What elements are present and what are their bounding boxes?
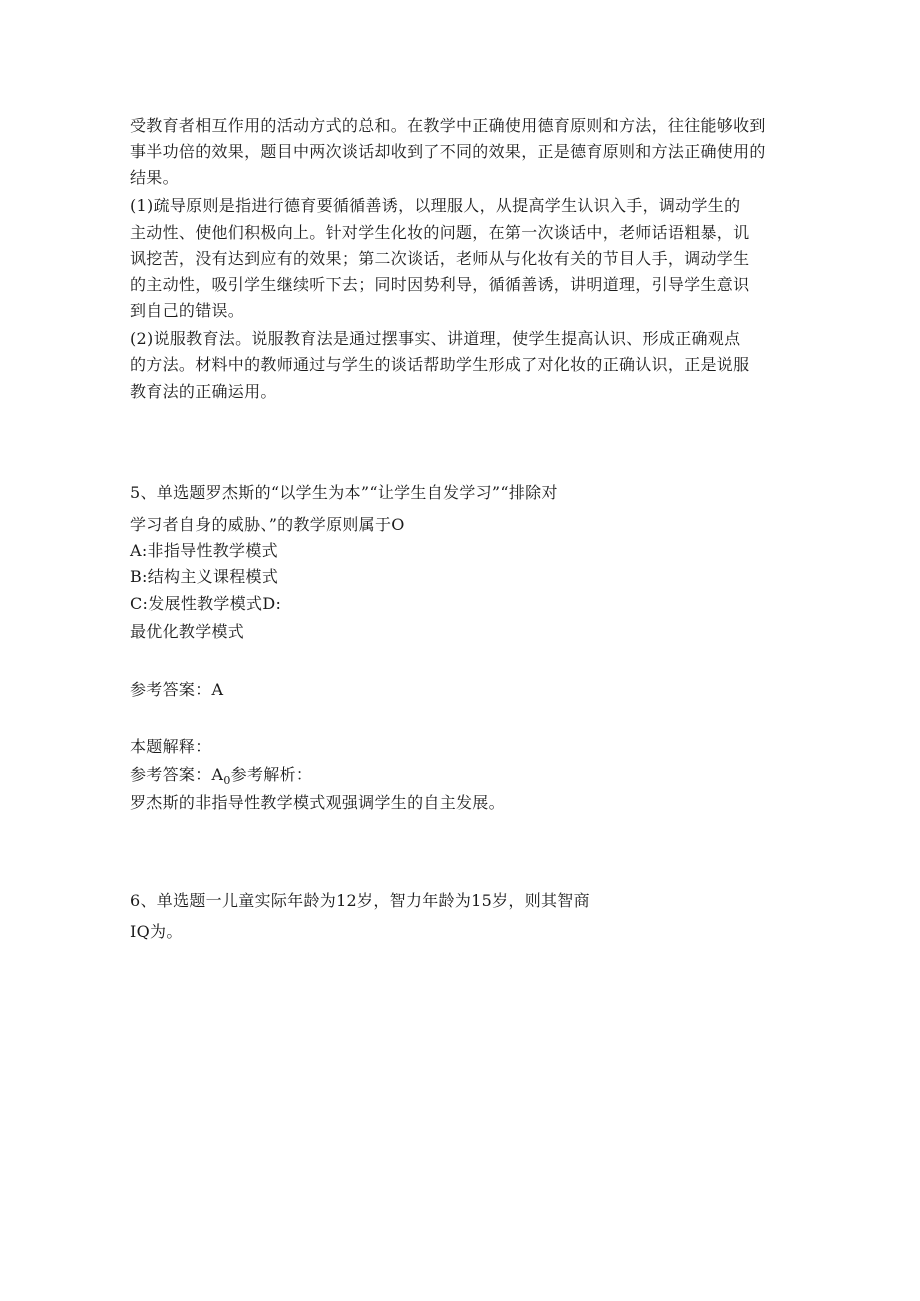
q6-stem-line-1: 6、单选题一儿童实际年龄为12岁，智力年龄为15岁，则其智商 bbox=[130, 891, 590, 910]
intro-line-2: 事半功倍的效果，题目中两次谈话却收到了不同的效果，正是德育原则和方法正确使用的 bbox=[130, 142, 766, 161]
intro-line-3: 结果。 bbox=[130, 168, 179, 187]
q5-option-c-d: C:发展性教学模式D: bbox=[130, 594, 282, 613]
point2-line-1: (2)说服教育法。说服教育法是通过摆事实、讲道理，使学生提高认识、形成正确观点 bbox=[130, 329, 741, 348]
q5-stem-line-1: 5、单选题罗杰斯的“以学生为本”“让学生自发学习”“排除对 bbox=[130, 483, 558, 502]
q5-option-d-continued: 最优化教学模式 bbox=[130, 622, 245, 641]
q5-explain-text: 罗杰斯的非指导性教学模式观强调学生的自主发展。 bbox=[130, 793, 505, 812]
q5-answer: 参考答案：A bbox=[130, 680, 224, 699]
point2-line-2: 的方法。材料中的教师通过与学生的谈话帮助学生形成了对化妆的正确认识，正是说服 bbox=[130, 355, 750, 374]
q5-explain-answer bbox=[130, 764, 312, 788]
point1-line-3: 讽挖苦，没有达到应有的效果；第二次谈话，老师从与化妆有关的节目人手，调动学生 bbox=[130, 249, 750, 268]
q5-explain-title: 本题解释： bbox=[130, 737, 212, 756]
point1-line-2: 主动性、使他们积极向上。针对学生化妆的问题，在第一次谈话中，老师话语粗暴，讥 bbox=[130, 223, 750, 242]
point1-line-1: (1)疏导原则是指进行德育要循循善诱，以理服人，从提高学生认识入手，调动学生的 bbox=[130, 196, 741, 215]
q5-explain-answer-prefix: 参考答案：A bbox=[130, 765, 224, 784]
q6-stem-line-2: IQ为。 bbox=[130, 922, 183, 941]
q5-explain-answer-subscript: 0 bbox=[223, 774, 231, 787]
q5-stem-line-2: 学习者自身的威胁、”的教学原则属于O bbox=[130, 515, 405, 534]
point1-line-4: 的主动性，吸引学生继续听下去；同时因势利导，循循善诱，讲明道理，引导学生意识 bbox=[130, 275, 750, 294]
intro-line-1: 受教育者相互作用的活动方式的总和。在教学中正确使用德育原则和方法，往往能够收到 bbox=[130, 116, 766, 135]
point2-line-3: 教育法的正确运用。 bbox=[130, 382, 277, 401]
q5-option-a: A:非指导性教学模式 bbox=[130, 541, 278, 560]
q5-option-b: B:结构主义课程模式 bbox=[130, 567, 279, 586]
point1-line-5: 到自己的错误。 bbox=[130, 301, 245, 320]
q5-explain-answer-suffix: 参考解析： bbox=[230, 765, 313, 784]
